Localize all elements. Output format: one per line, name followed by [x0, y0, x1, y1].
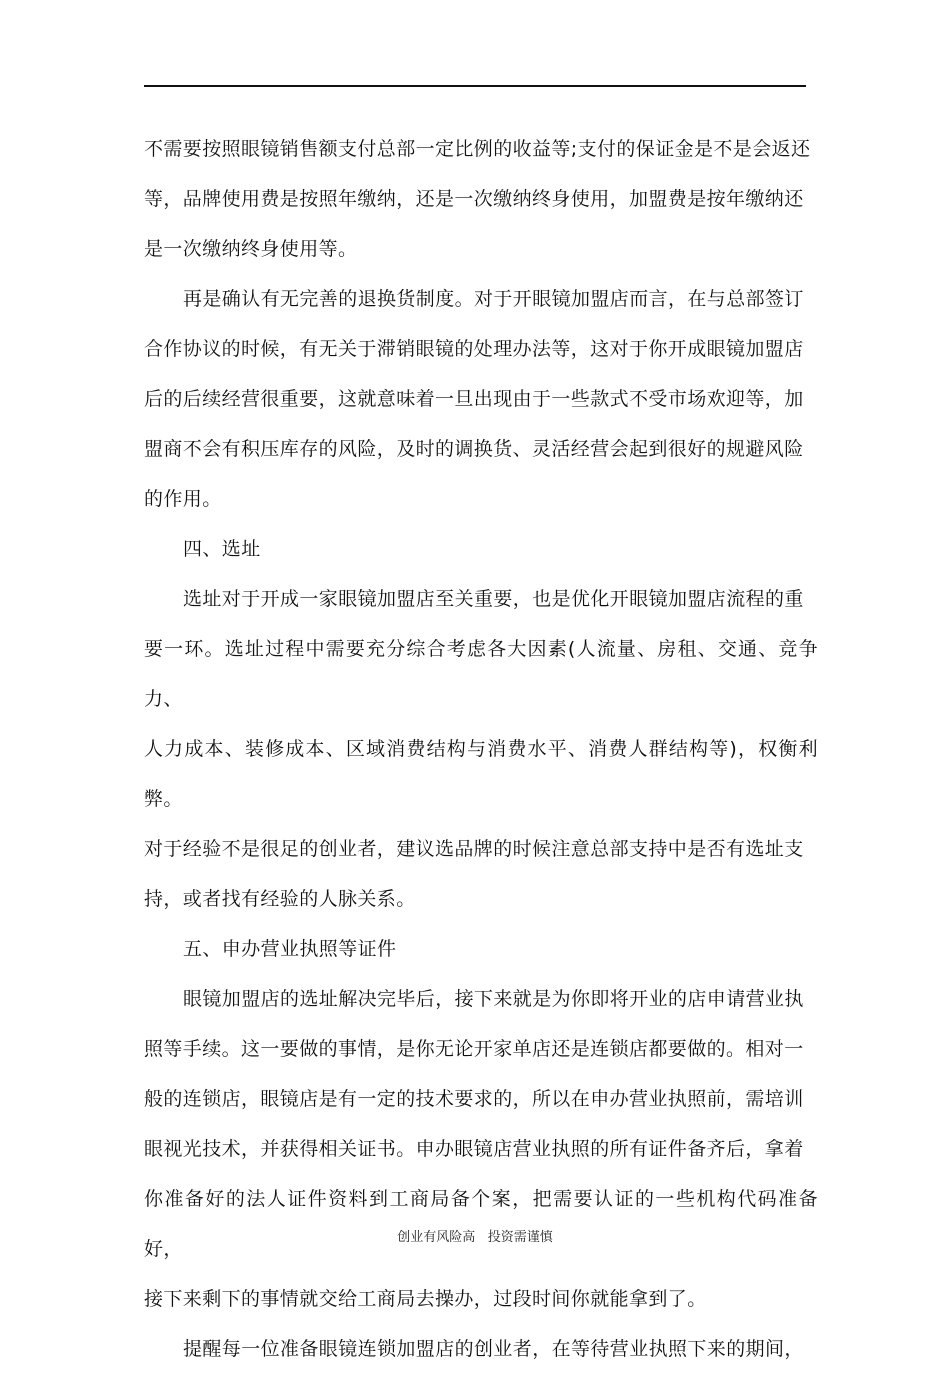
text-line: 不需要按照眼镜销售额支付总部一定比例的收益等;支付的保证金是不是会返还 [144, 138, 811, 160]
text-line: 的作用。 [144, 488, 222, 510]
document-body [144, 124, 818, 1374]
text-line: 照等手续。这一要做的事情，是你无论开家单店还是连锁店都要做的。相对一 [144, 1038, 804, 1060]
text-line: 是一次缴纳终身使用等。 [144, 238, 358, 260]
text-line: 持，或者找有经验的人脉关系。 [144, 888, 416, 910]
text-line: 对于经验不是很足的创业者，建议选品牌的时候注意总部支持中是否有选址支 [144, 838, 804, 860]
text-line: 盟商不会有积压库存的风险，及时的调换货、灵活经营会起到很好的规避风险 [144, 438, 804, 460]
header-rule [144, 85, 806, 87]
text-line: 后的后续经营很重要，这就意味着一旦出现由于一些款式不受市场欢迎等，加 [144, 388, 804, 410]
text-line: 选址对于开成一家眼镜加盟店至关重要，也是优化开眼镜加盟店流程的重 [183, 588, 804, 610]
section-heading: 五、申办营业执照等证件 [183, 938, 397, 960]
text-line: 等，品牌使用费是按照年缴纳，还是一次缴纳终身使用，加盟费是按年缴纳还 [144, 188, 804, 210]
footer-disclaimer: 创业有风险高 投资需谨慎 [397, 1230, 553, 1245]
text-line: 眼镜加盟店的选址解决完毕后，接下来就是为你即将开业的店申请营业执 [183, 988, 804, 1010]
text-line: 般的连锁店，眼镜店是有一定的技术要求的，所以在申办营业执照前，需培训 [144, 1088, 804, 1110]
section-heading: 四、选址 [183, 538, 261, 560]
text-line: 再是确认有无完善的退换货制度。对于开眼镜加盟店而言，在与总部签订 [183, 288, 804, 310]
text-line: 你准备好的法人证件资料到工商局备个案，把需要认证的一些机构代码准备好， [144, 1188, 818, 1260]
text-line: 眼视光技术，并获得相关证书。申办眼镜店营业执照的所有证件备齐后，拿着 [144, 1138, 804, 1160]
text-line: 接下来剩下的事情就交给工商局去操办，过段时间你就能拿到了。 [144, 1288, 707, 1310]
text-line: 提醒每一位准备眼镜连锁加盟店的创业者，在等待营业执照下来的期间， [183, 1338, 804, 1360]
text-line: 人力成本、装修成本、区域消费结构与消费水平、消费人群结构等)，权衡利弊。 [144, 738, 818, 810]
text-line: 要一环。选址过程中需要充分综合考虑各大因素(人流量、房租、交通、竞争力、 [144, 638, 818, 710]
text-line: 合作协议的时候，有无关于滞销眼镜的处理办法等，这对于你开成眼镜加盟店 [144, 338, 804, 360]
